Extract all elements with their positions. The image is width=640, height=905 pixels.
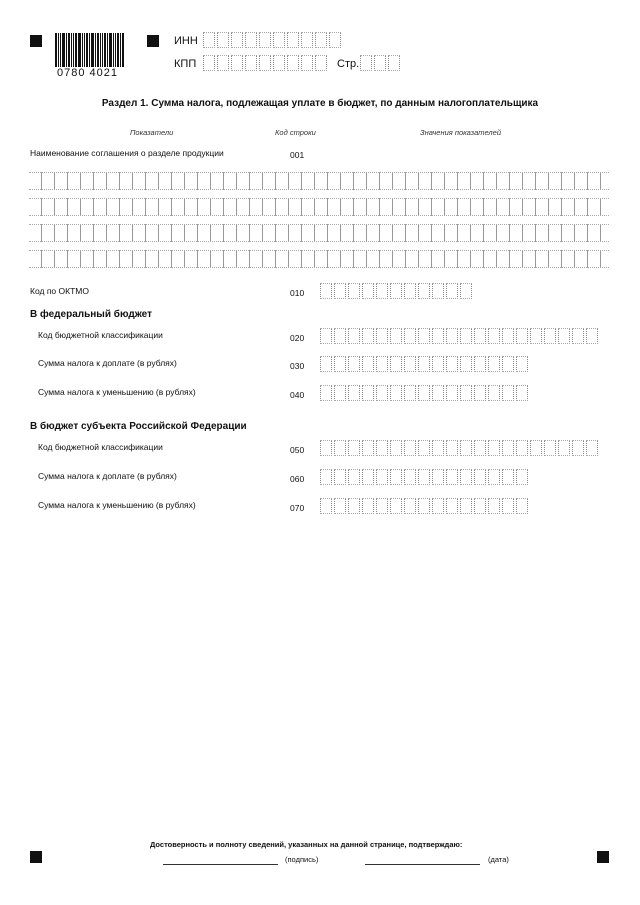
amount-cell[interactable] — [320, 356, 332, 372]
agreement-name-field-line-4[interactable] — [29, 250, 609, 268]
kbk-cell[interactable] — [502, 440, 514, 456]
kbk-cell[interactable] — [558, 328, 570, 344]
inn-cell[interactable] — [287, 32, 299, 48]
oktmo-cell[interactable] — [432, 283, 444, 299]
kpp-cell[interactable] — [217, 55, 229, 71]
oktmo-cell[interactable] — [390, 283, 402, 299]
oktmo-cell[interactable] — [362, 283, 374, 299]
inn-cell[interactable] — [315, 32, 327, 48]
amount-cell[interactable] — [446, 385, 458, 401]
subject-tax-payable-field[interactable] — [320, 469, 530, 485]
amount-cell[interactable] — [502, 498, 514, 514]
kpp-cell[interactable] — [301, 55, 313, 71]
amount-cell[interactable] — [488, 498, 500, 514]
registration-marker-top-center — [147, 35, 159, 47]
kpp-cell[interactable] — [273, 55, 285, 71]
kbk-cell[interactable] — [544, 328, 556, 344]
row-001-label: Наименование соглашения о разделе продукции — [30, 148, 224, 158]
signature-line[interactable] — [163, 864, 278, 865]
amount-cell[interactable] — [334, 385, 346, 401]
row-020-code: 020 — [290, 333, 305, 343]
date-caption: (дата) — [488, 855, 509, 864]
amount-cell[interactable] — [320, 498, 332, 514]
inn-cell[interactable] — [245, 32, 257, 48]
barcode-bar — [78, 33, 81, 67]
amount-cell[interactable] — [362, 498, 374, 514]
row-040-label: Сумма налога к уменьшению (в рублях) — [38, 387, 196, 397]
kbk-cell[interactable] — [418, 440, 430, 456]
column-header-indicators: Показатели — [130, 128, 174, 137]
barcode-bar — [75, 33, 77, 67]
amount-cell[interactable] — [516, 385, 528, 401]
kbk-cell[interactable] — [404, 440, 416, 456]
row-050-label: Код бюджетной классификации — [38, 442, 163, 452]
federal-tax-reduction-field[interactable] — [320, 385, 530, 401]
amount-cell[interactable] — [460, 498, 472, 514]
kbk-cell[interactable] — [488, 328, 500, 344]
amount-cell[interactable] — [418, 498, 430, 514]
amount-cell[interactable] — [362, 385, 374, 401]
agreement-name-field-line-1[interactable] — [29, 172, 609, 190]
agreement-name-field-line-2[interactable] — [29, 198, 609, 216]
row-030-code: 030 — [290, 361, 305, 371]
section-title: Раздел 1. Сумма налога, подлежащая уплате в бюджет, по данным налогоплательщика — [101, 98, 539, 109]
inn-cell[interactable] — [259, 32, 271, 48]
amount-cell[interactable] — [502, 356, 514, 372]
amount-cell[interactable] — [432, 498, 444, 514]
kbk-cell[interactable] — [432, 328, 444, 344]
kpp-cell[interactable] — [245, 55, 257, 71]
inn-cell[interactable] — [273, 32, 285, 48]
row-060-code: 060 — [290, 474, 305, 484]
barcode-bar — [62, 33, 65, 67]
barcode-bar — [89, 33, 90, 67]
inn-cell[interactable] — [231, 32, 243, 48]
barcode-bar — [117, 33, 119, 67]
oktmo-cell[interactable] — [418, 283, 430, 299]
barcode-bar — [120, 33, 121, 67]
kbk-cell[interactable] — [390, 440, 402, 456]
kpp-cell[interactable] — [287, 55, 299, 71]
amount-cell[interactable] — [334, 356, 346, 372]
kbk-cell[interactable] — [446, 328, 458, 344]
page-cell[interactable] — [388, 55, 400, 71]
amount-cell[interactable] — [418, 385, 430, 401]
row-070-label: Сумма налога к уменьшению (в рублях) — [38, 500, 196, 510]
kbk-cell[interactable] — [474, 328, 486, 344]
amount-cell[interactable] — [432, 385, 444, 401]
kbk-cell[interactable] — [516, 440, 528, 456]
agreement-name-field-line-3[interactable] — [29, 224, 609, 242]
row-070-code: 070 — [290, 503, 305, 513]
kbk-cell[interactable] — [320, 440, 332, 456]
kbk-cell[interactable] — [460, 328, 472, 344]
amount-cell[interactable] — [390, 356, 402, 372]
barcode-bar — [55, 33, 57, 67]
subject-tax-reduction-field[interactable] — [320, 498, 530, 514]
kbk-cell[interactable] — [530, 440, 542, 456]
amount-cell[interactable] — [502, 469, 514, 485]
kbk-cell[interactable] — [586, 328, 598, 344]
barcode-bar — [95, 33, 96, 67]
kbk-cell[interactable] — [446, 440, 458, 456]
amount-cell[interactable] — [502, 385, 514, 401]
kbk-cell[interactable] — [348, 328, 360, 344]
page-cell[interactable] — [374, 55, 386, 71]
amount-cell[interactable] — [362, 356, 374, 372]
inn-cell[interactable] — [217, 32, 229, 48]
amount-cell[interactable] — [376, 498, 388, 514]
inn-cell[interactable] — [329, 32, 341, 48]
registration-marker-top-left — [30, 35, 42, 47]
amount-cell[interactable] — [376, 385, 388, 401]
column-header-values: Значения показателей — [420, 128, 502, 137]
page-cell[interactable] — [360, 55, 372, 71]
barcode-bar — [86, 33, 88, 67]
amount-cell[interactable] — [320, 469, 332, 485]
row-010-label: Код по ОКТМО — [30, 286, 89, 296]
kbk-cell[interactable] — [586, 440, 598, 456]
barcode-bar — [84, 33, 85, 67]
amount-cell[interactable] — [474, 498, 486, 514]
oktmo-cell[interactable] — [404, 283, 416, 299]
barcode-bar — [113, 33, 114, 67]
amount-cell[interactable] — [516, 469, 528, 485]
kbk-cell[interactable] — [502, 328, 514, 344]
barcode-bar — [58, 33, 59, 67]
kbk-cell[interactable] — [334, 328, 346, 344]
inn-label: ИНН — [174, 35, 198, 47]
kbk-cell[interactable] — [376, 440, 388, 456]
amount-cell[interactable] — [348, 356, 360, 372]
amount-cell[interactable] — [418, 469, 430, 485]
amount-cell[interactable] — [432, 356, 444, 372]
amount-cell[interactable] — [460, 385, 472, 401]
amount-cell[interactable] — [348, 498, 360, 514]
kbk-cell[interactable] — [334, 440, 346, 456]
amount-cell[interactable] — [418, 356, 430, 372]
amount-cell[interactable] — [446, 469, 458, 485]
amount-cell[interactable] — [348, 385, 360, 401]
amount-cell[interactable] — [404, 385, 416, 401]
kbk-cell[interactable] — [516, 328, 528, 344]
amount-cell[interactable] — [404, 498, 416, 514]
oktmo-cell[interactable] — [334, 283, 346, 299]
column-header-line-code: Код строки — [275, 128, 316, 137]
inn-cell[interactable] — [301, 32, 313, 48]
row-050-code: 050 — [290, 445, 305, 455]
kbk-cell[interactable] — [474, 440, 486, 456]
kbk-cell[interactable] — [432, 440, 444, 456]
amount-cell[interactable] — [446, 498, 458, 514]
confirmation-text: Достоверность и полноту сведений, указанных на данной странице, подтверждаю: — [150, 840, 463, 849]
barcode-bar — [107, 33, 108, 67]
federal-tax-payable-field[interactable] — [320, 356, 530, 372]
amount-cell[interactable] — [460, 356, 472, 372]
barcode-bar — [97, 33, 99, 67]
kbk-cell[interactable] — [348, 440, 360, 456]
page-label: Стр. — [337, 58, 360, 70]
amount-cell[interactable] — [432, 469, 444, 485]
barcode-bar — [71, 33, 72, 67]
inn-field[interactable] — [203, 32, 343, 48]
amount-cell[interactable] — [348, 469, 360, 485]
kpp-cell[interactable] — [315, 55, 327, 71]
signature-caption: (подпись) — [285, 855, 319, 864]
kpp-cell[interactable] — [231, 55, 243, 71]
amount-cell[interactable] — [516, 356, 528, 372]
barcode-bar — [102, 33, 103, 67]
kbk-cell[interactable] — [390, 328, 402, 344]
barcode-bar — [104, 33, 106, 67]
kpp-cell[interactable] — [259, 55, 271, 71]
amount-cell[interactable] — [362, 469, 374, 485]
amount-cell[interactable] — [376, 469, 388, 485]
amount-cell[interactable] — [460, 469, 472, 485]
amount-cell[interactable] — [474, 356, 486, 372]
oktmo-cell[interactable] — [320, 283, 332, 299]
amount-cell[interactable] — [488, 385, 500, 401]
barcode-bar — [109, 33, 112, 67]
kbk-cell[interactable] — [558, 440, 570, 456]
barcode-bar — [91, 33, 94, 67]
barcode-bar — [115, 33, 116, 67]
row-030-label: Сумма налога к доплате (в рублях) — [38, 358, 177, 368]
oktmo-cell[interactable] — [446, 283, 458, 299]
amount-cell[interactable] — [334, 498, 346, 514]
oktmo-cell[interactable] — [376, 283, 388, 299]
amount-cell[interactable] — [390, 385, 402, 401]
kbk-cell[interactable] — [362, 328, 374, 344]
kpp-label: КПП — [174, 58, 197, 70]
kbk-cell[interactable] — [320, 328, 332, 344]
date-line[interactable] — [365, 864, 480, 865]
row-060-label: Сумма налога к доплате (в рублях) — [38, 471, 177, 481]
barcode-bar — [82, 33, 83, 67]
federal-budget-heading: В федеральный бюджет — [30, 309, 152, 320]
oktmo-field[interactable] — [320, 283, 474, 299]
barcode-bar — [66, 33, 67, 67]
oktmo-cell[interactable] — [460, 283, 472, 299]
amount-cell[interactable] — [446, 356, 458, 372]
kbk-cell[interactable] — [572, 440, 584, 456]
kbk-cell[interactable] — [418, 328, 430, 344]
kbk-cell[interactable] — [572, 328, 584, 344]
amount-cell[interactable] — [488, 356, 500, 372]
barcode-bar — [68, 33, 70, 67]
barcode-bar — [60, 33, 61, 67]
amount-cell[interactable] — [404, 469, 416, 485]
amount-cell[interactable] — [488, 469, 500, 485]
kbk-cell[interactable] — [488, 440, 500, 456]
subject-budget-heading: В бюджет субъекта Российской Федерации — [30, 421, 247, 432]
kbk-cell[interactable] — [460, 440, 472, 456]
inn-cell[interactable] — [203, 32, 215, 48]
row-001-code: 001 — [290, 150, 305, 160]
barcode-bar — [100, 33, 101, 67]
registration-marker-bottom-left — [30, 851, 42, 863]
amount-cell[interactable] — [334, 469, 346, 485]
subject-kbk-field[interactable] — [320, 440, 600, 456]
amount-cell[interactable] — [376, 356, 388, 372]
amount-cell[interactable] — [320, 385, 332, 401]
row-040-code: 040 — [290, 390, 305, 400]
amount-cell[interactable] — [390, 469, 402, 485]
amount-cell[interactable] — [474, 469, 486, 485]
barcode-bar — [73, 33, 74, 67]
oktmo-cell[interactable] — [348, 283, 360, 299]
federal-kbk-field[interactable] — [320, 328, 600, 344]
barcode-bar — [122, 33, 124, 67]
kpp-field[interactable] — [203, 55, 329, 71]
page-number-field[interactable] — [360, 55, 402, 71]
amount-cell[interactable] — [474, 385, 486, 401]
amount-cell[interactable] — [516, 498, 528, 514]
kbk-cell[interactable] — [362, 440, 374, 456]
row-020-label: Код бюджетной классификации — [38, 330, 163, 340]
kbk-cell[interactable] — [530, 328, 542, 344]
barcode-number: 0780 4021 — [57, 67, 118, 79]
amount-cell[interactable] — [404, 356, 416, 372]
barcode — [55, 33, 135, 67]
kbk-cell[interactable] — [376, 328, 388, 344]
kbk-cell[interactable] — [404, 328, 416, 344]
amount-cell[interactable] — [390, 498, 402, 514]
kbk-cell[interactable] — [544, 440, 556, 456]
registration-marker-bottom-right — [597, 851, 609, 863]
row-010-code: 010 — [290, 288, 305, 298]
kpp-cell[interactable] — [203, 55, 215, 71]
